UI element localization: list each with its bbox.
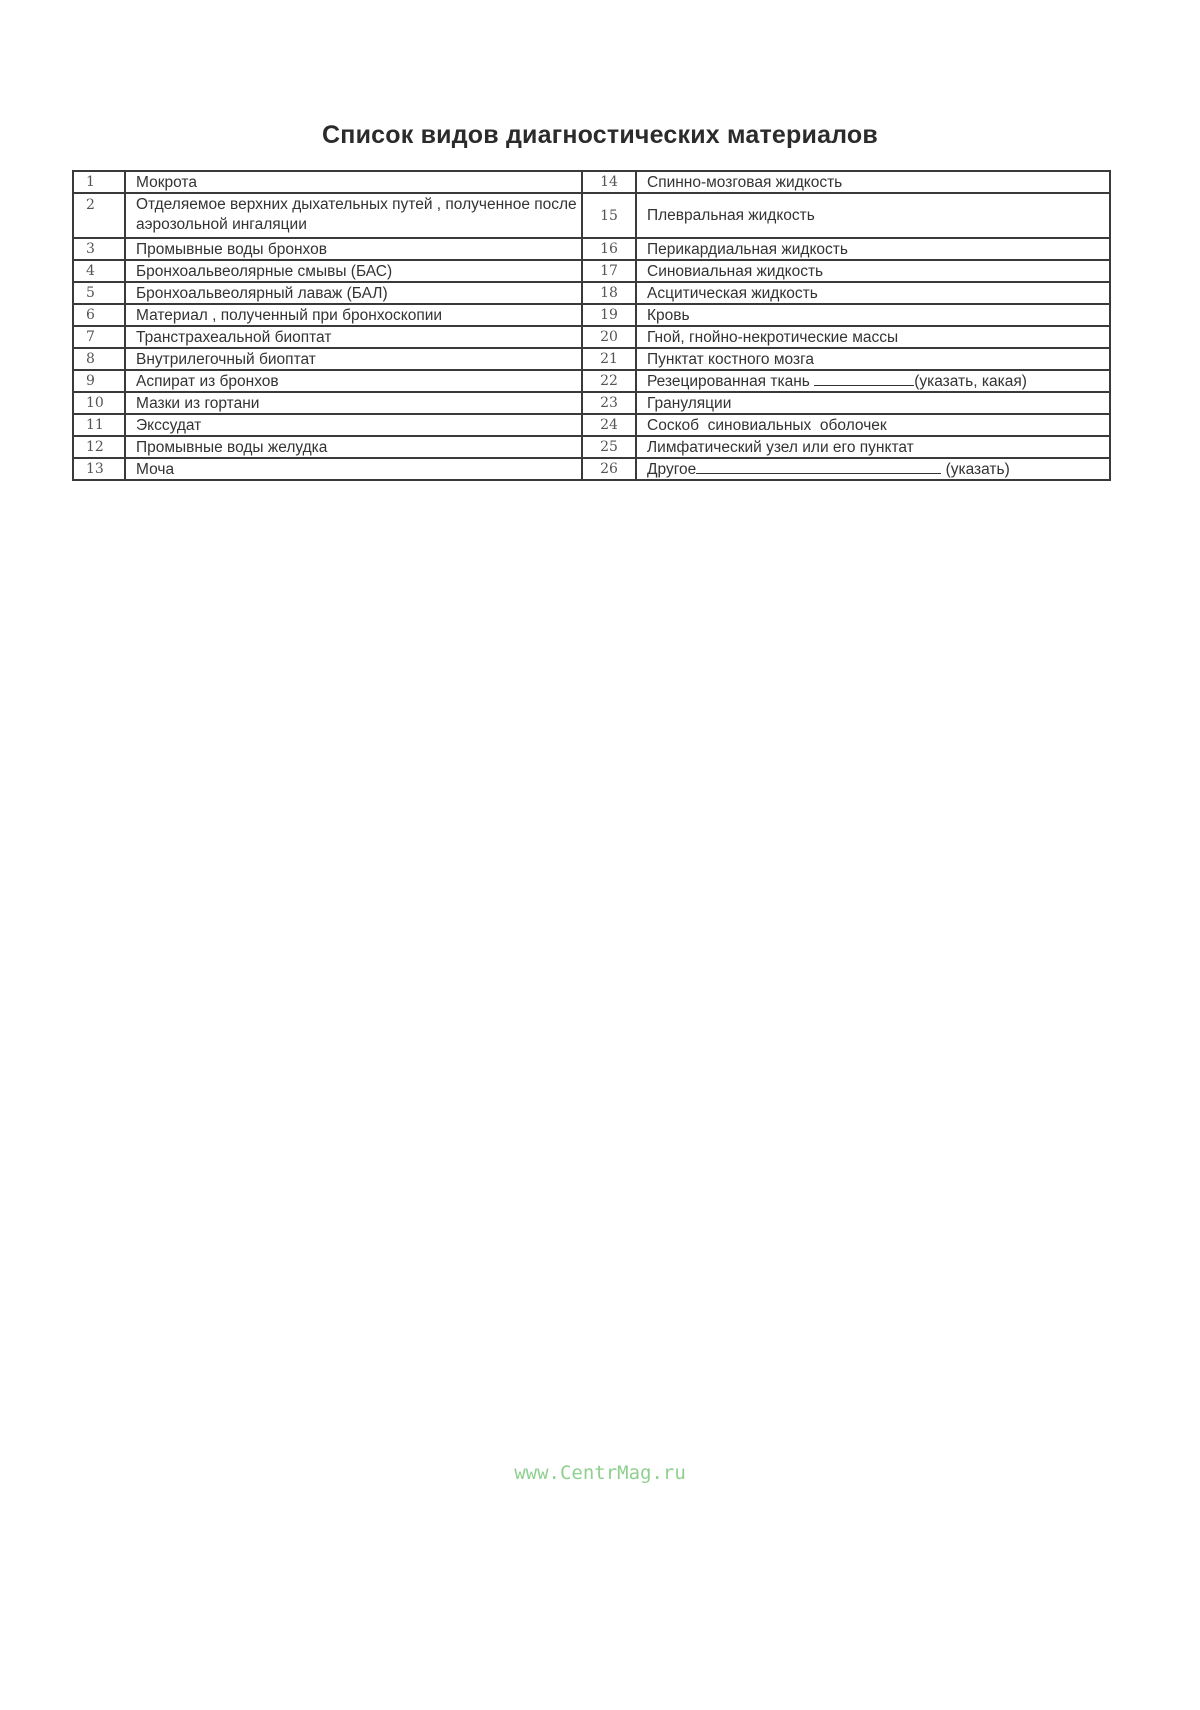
table-row — [73, 238, 1110, 260]
row-number: 22 — [582, 370, 636, 392]
table-row — [73, 282, 1110, 304]
material-name: Материал , полученный при бронхоскопии — [125, 304, 582, 326]
row-number: 19 — [582, 304, 636, 326]
materials-table — [72, 170, 1111, 481]
row-number: 1 — [73, 171, 125, 193]
row-number: 4 — [73, 260, 125, 282]
material-name: Моча — [125, 458, 582, 480]
material-name: Промывные воды желудка — [125, 436, 582, 458]
material-name: Лимфатический узел или его пунктат — [636, 436, 1110, 458]
table-row — [73, 193, 1110, 238]
table-row — [73, 370, 1110, 392]
table-row — [73, 348, 1110, 370]
row-number: 26 — [582, 458, 636, 480]
material-name: Мазки из гортани — [125, 392, 582, 414]
row-number: 23 — [582, 392, 636, 414]
table-row — [73, 458, 1110, 480]
row-number: 10 — [73, 392, 125, 414]
table-row — [73, 392, 1110, 414]
table-row — [73, 414, 1110, 436]
row-number: 14 — [582, 171, 636, 193]
material-name: Мокрота — [125, 171, 582, 193]
row-number: 13 — [73, 458, 125, 480]
row-number: 17 — [582, 260, 636, 282]
row-number: 21 — [582, 348, 636, 370]
material-name: Пунктат костного мозга — [636, 348, 1110, 370]
row-number: 7 — [73, 326, 125, 348]
material-name: Промывные воды бронхов — [125, 238, 582, 260]
row-number: 20 — [582, 326, 636, 348]
material-name: Плевральная жидкость — [636, 193, 1110, 238]
table-row — [73, 260, 1110, 282]
fill-in-hint: (указать) — [945, 460, 1010, 478]
fill-in-blank — [814, 372, 914, 386]
material-name: Гной, гнойно-некротические массы — [636, 326, 1110, 348]
material-name: Бронхоальвеолярные смывы (БАС) — [125, 260, 582, 282]
material-name: Экссудат — [125, 414, 582, 436]
material-name: Асцитическая жидкость — [636, 282, 1110, 304]
material-name: Синовиальная жидкость — [636, 260, 1110, 282]
row-number: 12 — [73, 436, 125, 458]
table-row — [73, 436, 1110, 458]
material-name: Резецированная ткань — [647, 372, 810, 390]
row-number: 16 — [582, 238, 636, 260]
row-number: 15 — [582, 193, 636, 238]
material-name: Соскоб синовиальных оболочек — [636, 414, 1110, 436]
material-name: Транстрахеальной биоптат — [125, 326, 582, 348]
document-title: Список видов диагностических материалов — [322, 121, 878, 149]
row-number: 2 — [73, 193, 125, 238]
row-number: 25 — [582, 436, 636, 458]
table-row — [73, 326, 1110, 348]
row-number: 8 — [73, 348, 125, 370]
material-name-with-blank — [636, 458, 1110, 480]
row-number: 9 — [73, 370, 125, 392]
row-number: 3 — [73, 238, 125, 260]
material-name: Кровь — [636, 304, 1110, 326]
material-name: Внутрилегочный биоптат — [125, 348, 582, 370]
material-name: Отделяемое верхних дыхательных путей , полученное после аэрозольной ингаляции — [125, 193, 582, 238]
row-number: 18 — [582, 282, 636, 304]
material-name: Грануляции — [636, 392, 1110, 414]
material-name: Бронхоальвеолярный лаваж (БАЛ) — [125, 282, 582, 304]
row-number: 24 — [582, 414, 636, 436]
material-name: Перикардиальная жидкость — [636, 238, 1110, 260]
material-name: Другое — [647, 460, 697, 478]
row-number: 6 — [73, 304, 125, 326]
material-name: Аспират из бронхов — [125, 370, 582, 392]
watermark-link[interactable]: www.CentrMag.ru — [514, 1462, 686, 1484]
table-row — [73, 304, 1110, 326]
fill-in-hint: (указать, какая) — [914, 372, 1027, 390]
table-row — [73, 171, 1110, 193]
fill-in-blank — [696, 460, 941, 474]
row-number: 5 — [73, 282, 125, 304]
material-name-with-blank — [636, 370, 1110, 392]
material-name: Спинно-мозговая жидкость — [636, 171, 1110, 193]
row-number: 11 — [73, 414, 125, 436]
